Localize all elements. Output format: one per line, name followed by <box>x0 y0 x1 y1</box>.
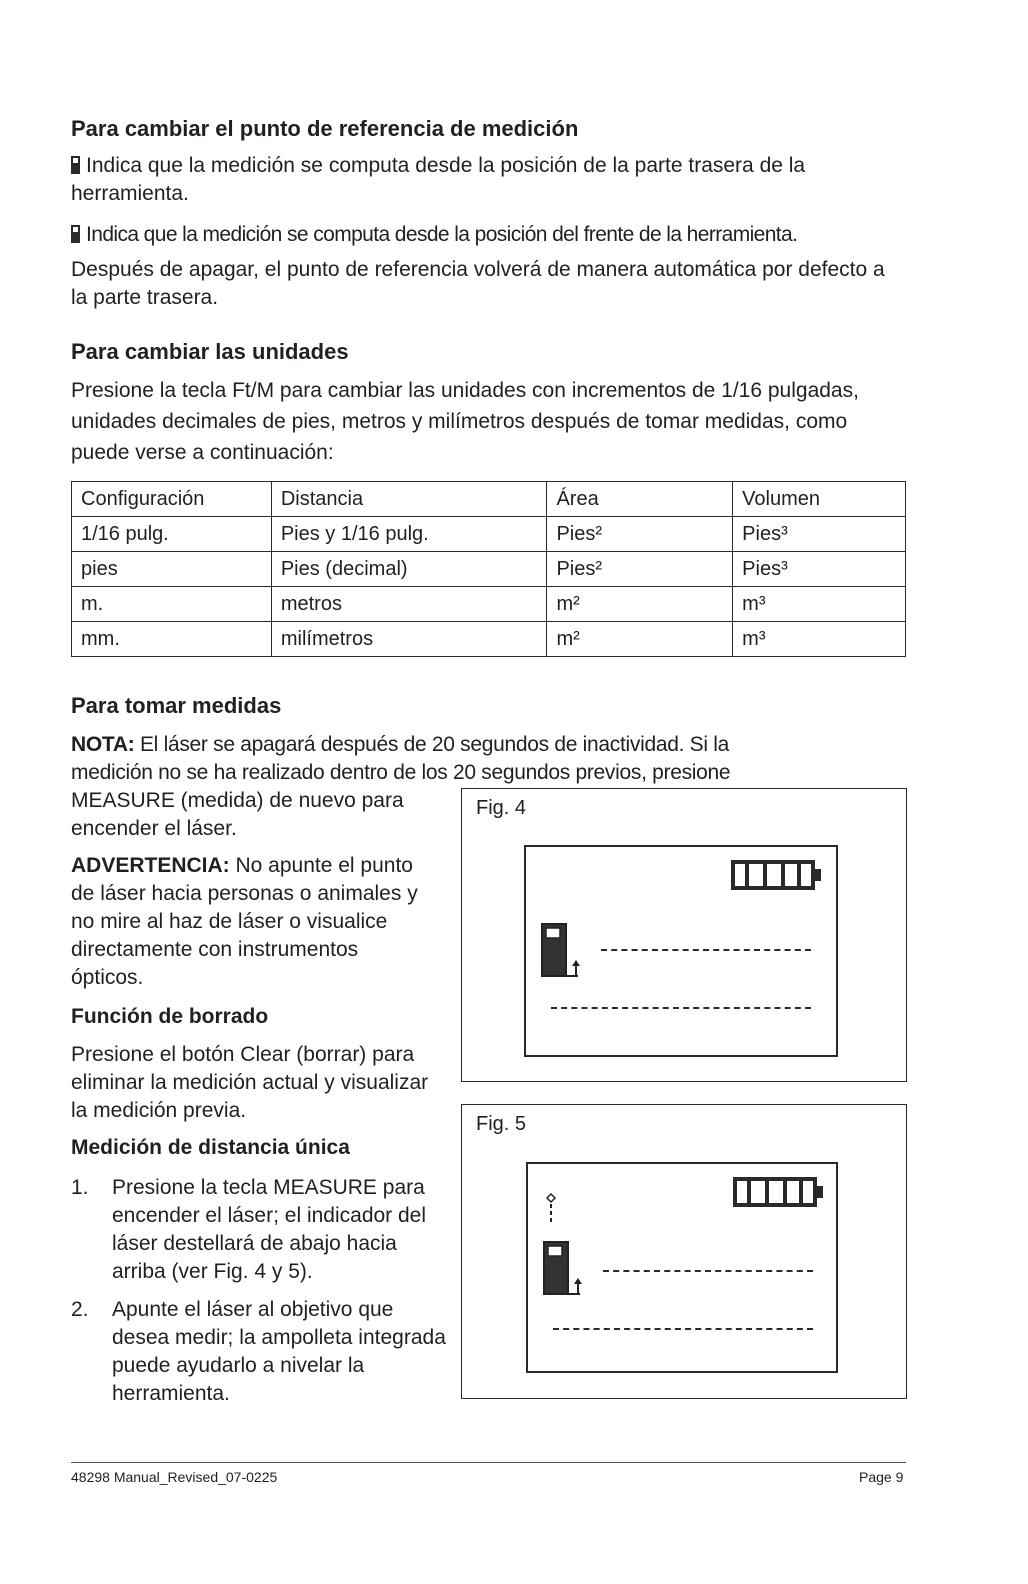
figure-4 <box>461 788 907 1082</box>
table-row <box>72 587 906 622</box>
rear-reference-text <box>71 152 911 208</box>
measurement-placeholder-line <box>551 1007 811 1009</box>
table-cell: Pies² <box>547 517 733 552</box>
table-cell: metros <box>271 587 547 622</box>
battery-icon <box>731 860 826 890</box>
single-heading: Medición de distancia única <box>71 1136 350 1159</box>
measurement-placeholder-line <box>603 1270 813 1272</box>
lcd-display <box>526 1162 838 1373</box>
figure-5 <box>461 1104 907 1399</box>
step-text: Apunte el láser al objetivo que desea medir; la ampolleta integrada puede ayudarlo a nivelar la herramienta. <box>112 1298 446 1405</box>
note-line-rest: MEASURE (medida) de nuevo para encender el láser. <box>71 789 404 840</box>
step-number: 1. <box>71 1176 89 1199</box>
figure-4-label: Fig. 4 <box>476 797 527 819</box>
clear-heading: Función de borrado <box>71 1005 269 1028</box>
table-cell: milímetros <box>271 622 547 657</box>
list-item <box>71 1296 446 1408</box>
table-cell: Pies (decimal) <box>271 552 547 587</box>
laser-indicator-icon <box>542 1192 586 1300</box>
table-cell: m. <box>72 587 272 622</box>
lcd-display <box>524 845 838 1057</box>
table-cell: m³ <box>733 622 906 657</box>
table-cell: m² <box>547 622 733 657</box>
table-cell: 1/16 pulg. <box>72 517 272 552</box>
note-line-2: medición no se ha realizado dentro de los 20 segundos previos, presione <box>71 761 731 784</box>
note-label: NOTA: <box>71 733 135 756</box>
measurement-placeholder-line <box>553 1328 813 1330</box>
footer-divider <box>71 1462 906 1463</box>
clear-text: Presione el botón Clear (borrar) para eliminar la medición actual y visualizar la medición previa. <box>71 1043 429 1122</box>
note-line-1-text: El láser se apagará después de 20 segundos de inactividad. Si la <box>134 733 730 756</box>
units-intro: Presione la tecla Ft/M para cambiar las unidades con incrementos de 1/16 pulgadas, unidades decimales de pies, metros y milímetros después de tomar medidas, como puede verse a continuación: <box>71 379 859 464</box>
units-heading: Para cambiar las unidades <box>71 339 349 364</box>
reference-default-text: Después de apagar, el punto de referencia volverá de manera automática por defecto a la parte trasera. <box>71 258 885 309</box>
table-row <box>72 552 906 587</box>
single-steps <box>71 1174 446 1418</box>
rear-reference-label: Indica que la medición se computa desde la posición de la parte trasera de la herramienta. <box>71 154 806 205</box>
step-text: Presione la tecla MEASURE para encender el láser; el indicador del láser destellará de abajo hacia arriba (ver Fig. 4 y 5). <box>112 1176 427 1283</box>
table-header-cell: Volumen <box>733 482 906 517</box>
warning-text <box>71 852 431 992</box>
table-header-cell: Configuración <box>72 482 272 517</box>
table-row <box>72 517 906 552</box>
measure-heading: Para tomar medidas <box>71 693 282 718</box>
table-row <box>72 622 906 657</box>
table-cell: mm. <box>72 622 272 657</box>
table-cell: Pies³ <box>733 517 906 552</box>
table-cell: pies <box>72 552 272 587</box>
front-reference-icon <box>71 225 80 243</box>
front-reference-text <box>71 221 921 249</box>
battery-icon <box>733 1177 828 1207</box>
footer-doc-id: 48298 Manual_Revised_07-0225 <box>71 1469 278 1485</box>
table-cell: m² <box>547 587 733 622</box>
units-table <box>71 481 906 657</box>
table-header-cell: Área <box>547 482 733 517</box>
figure-5-label: Fig. 5 <box>476 1113 527 1135</box>
rear-reference-icon <box>540 922 584 980</box>
table-cell: Pies y 1/16 pulg. <box>271 517 547 552</box>
table-cell: Pies² <box>547 552 733 587</box>
note-line-1 <box>71 731 729 759</box>
warning-label: ADVERTENCIA: <box>71 854 230 877</box>
warning-body: No apunte el punto de láser hacia personas o animales y no mire al haz de láser o visualice directamente con instrumentos ópticos. <box>71 854 418 989</box>
table-header-cell: Distancia <box>271 482 547 517</box>
front-reference-label: Indica que la medición se computa desde la posición del frente de la herramienta. <box>86 223 798 246</box>
step-number: 2. <box>71 1298 89 1321</box>
measurement-placeholder-line <box>601 949 811 951</box>
footer-page-number: Page 9 <box>859 1469 904 1485</box>
table-header-row <box>72 482 906 517</box>
list-item <box>71 1174 446 1286</box>
table-cell: Pies³ <box>733 552 906 587</box>
reference-heading: Para cambiar el punto de referencia de medición <box>71 116 579 141</box>
rear-reference-icon <box>71 156 80 174</box>
table-cell: m³ <box>733 587 906 622</box>
